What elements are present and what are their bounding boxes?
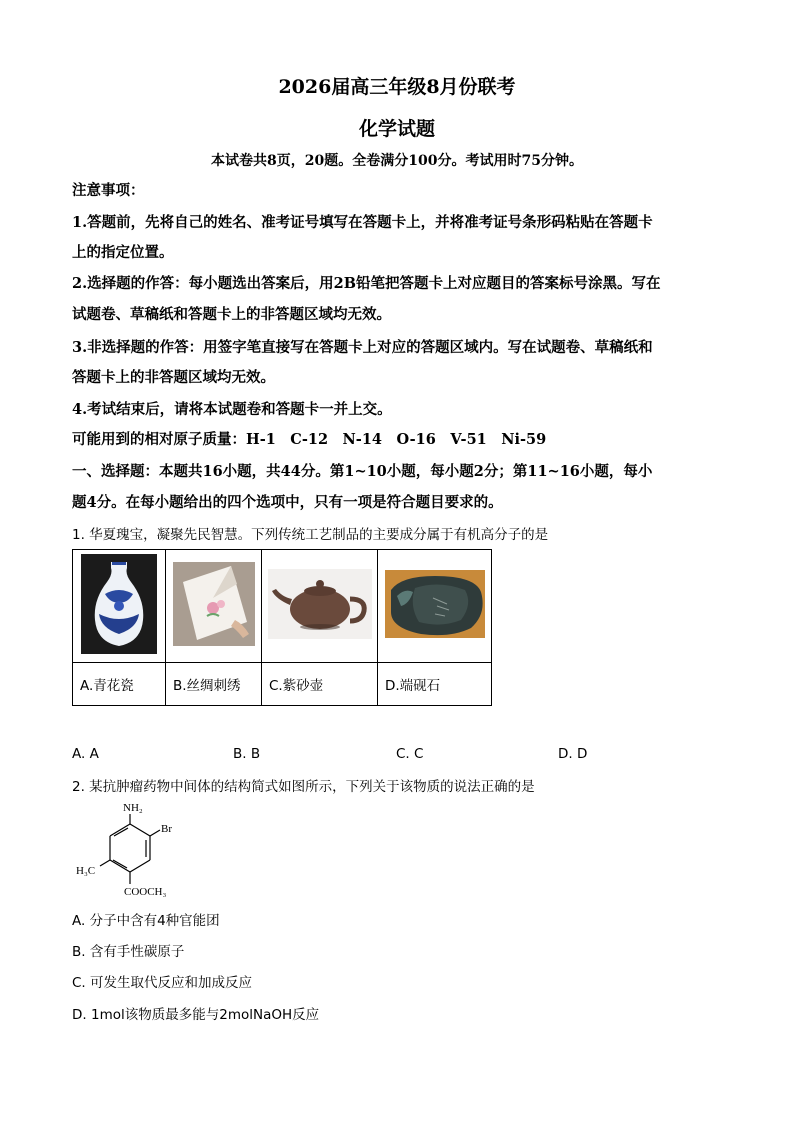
notes-line: 答题卡上的非答题区域均无效。	[72, 369, 275, 386]
option-label-c: C.紫砂壶	[262, 663, 378, 706]
porcelain-vase-icon	[81, 554, 157, 654]
option-label-a: A.青花瓷	[73, 663, 166, 706]
notes-line: 试题卷、草稿纸和答题卡上的非答题区域均无效。	[72, 306, 391, 323]
question-2-stem: 2. 某抗肿瘤药物中间体的结构简式如图所示，下列关于该物质的说法正确的是	[72, 779, 535, 795]
notes-line: 3.非选择题的作答：用签字笔直接写在答题卡上对应的答题区域内。写在试题卷、草稿纸和	[72, 339, 653, 356]
exam-info: 本试卷共8页，20题。全卷满分100分。考试用时75分钟。	[211, 153, 583, 169]
option-d[interactable]: D. 1mol该物质最多能与2molNaOH反应	[72, 1007, 320, 1023]
option-a[interactable]: A. A	[72, 746, 99, 762]
option-label-b: B.丝绸刺绣	[166, 663, 262, 706]
exam-title: 2026届高三年级8月份联考	[278, 76, 516, 98]
silk-embroidery-icon	[173, 562, 255, 646]
notes-line: 4.考试结束后，请将本试题卷和答题卡一并上交。	[72, 401, 392, 418]
image-cell	[73, 550, 166, 663]
bromo-label: Br	[161, 823, 172, 835]
option-d[interactable]: D. D	[558, 746, 588, 762]
image-cell	[166, 550, 262, 663]
notes-line: 1.答题前，先将自己的姓名、准考证号填写在答题卡上，并将准考证号条形码粘贴在答题卡	[72, 214, 653, 231]
option-c[interactable]: C. C	[396, 746, 424, 762]
notes-line: 上的指定位置。	[72, 244, 174, 261]
question-1-image-table	[72, 549, 492, 706]
option-label-d: D.端砚石	[378, 663, 492, 706]
notes-heading: 注意事项：	[72, 182, 145, 199]
teapot-icon	[268, 569, 372, 639]
inkstone-icon	[385, 570, 485, 638]
option-a[interactable]: A. 分子中含有4种官能团	[72, 913, 220, 929]
question-1-stem: 1. 华夏瑰宝，凝聚先民智慧。下列传统工艺制品的主要成分属于有机高分子的是	[72, 527, 549, 543]
option-c[interactable]: C. 可发生取代反应和加成反应	[72, 975, 253, 991]
section-heading: 一、选择题：本题共16小题，共44分。第1~10小题，每小题2分；第11~16小题，每小	[72, 463, 653, 480]
structural-formula	[72, 800, 192, 904]
methyl-label: H₃C	[76, 865, 96, 877]
image-cell	[378, 550, 492, 663]
ester-group-label: COOCH₃	[124, 886, 167, 898]
image-cell	[262, 550, 378, 663]
subject-title: 化学试题	[358, 118, 435, 140]
notes-line: 2.选择题的作答：每小题选出答案后，用2B铅笔把答题卡上对应题目的答案标号涂黑。写在	[72, 275, 661, 292]
atomic-mass-line: 可能用到的相对原子质量：H-1 C-12 N-14 O-16 V-51 Ni-59	[72, 431, 547, 448]
section-heading-cont: 题4分。在每小题给出的四个选项中，只有一项是符合题目要求的。	[72, 494, 503, 511]
amino-group-label: NH₂	[123, 802, 143, 814]
option-b[interactable]: B. 含有手性碳原子	[72, 944, 185, 960]
option-b[interactable]: B. B	[233, 746, 261, 762]
